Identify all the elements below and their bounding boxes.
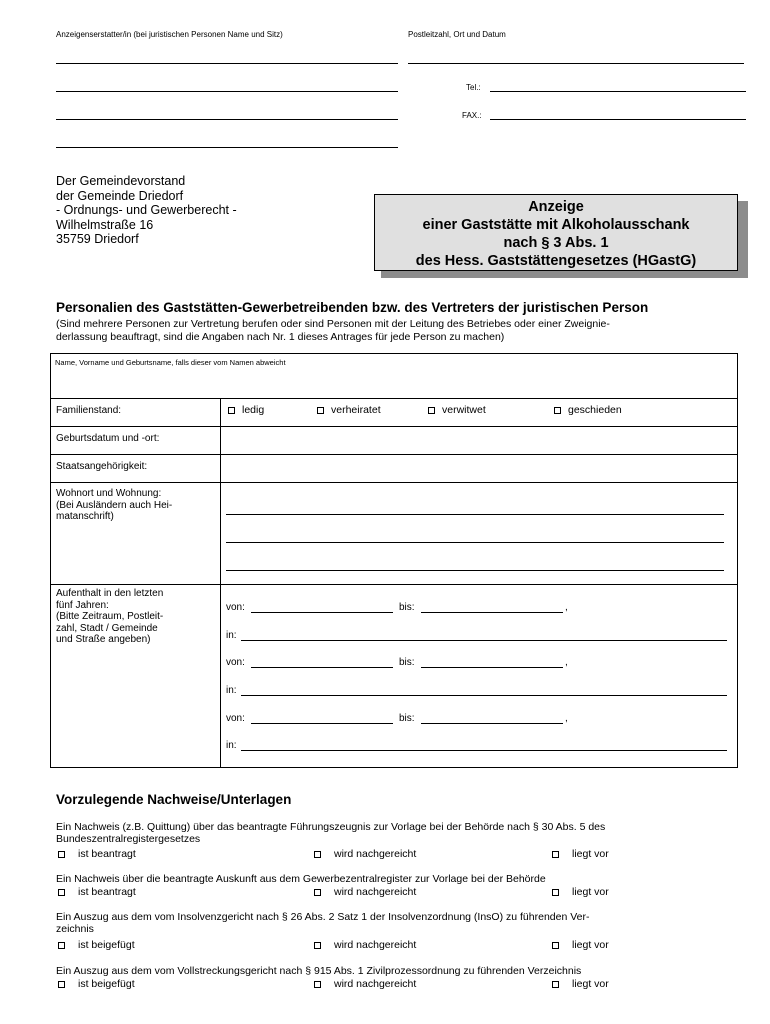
item1-option-1[interactable]: ist beantragt <box>58 848 136 860</box>
checkbox-icon[interactable] <box>317 407 324 414</box>
birth-label: Geburtsdatum und -ort: <box>56 433 160 444</box>
checkbox-icon[interactable] <box>554 407 561 414</box>
comma: , <box>565 713 568 724</box>
applicant-line-3[interactable] <box>56 119 398 120</box>
checkbox-icon[interactable] <box>58 889 65 896</box>
checkbox-icon[interactable] <box>58 981 65 988</box>
checkbox-icon[interactable] <box>552 851 559 858</box>
applicant-line-2[interactable] <box>56 91 398 92</box>
checkbox-icon[interactable] <box>552 889 559 896</box>
recipient-address <box>56 174 237 247</box>
applicant-label: Anzeigenserstatter/in (bei juristischen Personen Name und Sitz) <box>56 30 283 39</box>
item2-option-1[interactable]: ist beantragt <box>58 886 136 898</box>
recipient-line-1: Der Gemeindevorstand <box>56 174 186 188</box>
from-field-2[interactable] <box>251 667 393 668</box>
title-line-2: einer Gaststätte mit Alkoholausschank <box>422 217 690 233</box>
checkbox-icon[interactable] <box>58 851 65 858</box>
fax-label: FAX.: <box>462 111 482 120</box>
from-field-1[interactable] <box>251 612 393 613</box>
checkbox-icon[interactable] <box>314 981 321 988</box>
residence-label: Wohnort und Wohnung: (Bei Ausländern auch Hei- matanschrift) <box>56 488 173 522</box>
title-box <box>374 194 738 271</box>
document-item-3: Ein Auszug aus dem vom Insolvenzgericht nach § 26 Abs. 2 Satz 1 der Insolvenzordnung (InsO) zu führenden Ver- zeichnis <box>56 911 590 935</box>
item3-option-2[interactable]: wird nachgereicht <box>314 939 416 951</box>
to-field-3[interactable] <box>421 723 563 724</box>
section1-note-2: derlassung beauftragt, sind die Angaben nach Nr. 1 dieses Antrages für jede Person zu machen) <box>56 331 505 343</box>
checkbox-icon[interactable] <box>58 942 65 949</box>
tel-label: Tel.: <box>466 83 481 92</box>
document-item-1: Ein Nachweis (z.B. Quittung) über das beantragte Führungszeugnis zur Vorlage bei der Behörde nach § 30 Abs. 5 des Bundeszentralregistergesetzes <box>56 821 606 845</box>
recipient-line-3: - Ordnungs- und Gewerberecht - <box>56 203 237 217</box>
checkbox-icon[interactable] <box>314 889 321 896</box>
document-item-2: Ein Nachweis über die beantragte Auskunft aus dem Gewerbezentralregister zur Vorlage bei der Behörde <box>56 873 546 885</box>
recipient-line-5: 35759 Driedorf <box>56 232 139 246</box>
to-label: bis: <box>399 602 415 613</box>
from-label: von: <box>226 713 245 724</box>
item3-option-3[interactable]: liegt vor <box>552 939 609 951</box>
section1-note-1: (Sind mehrere Personen zur Vertretung berufen oder sind Personen mit der Leitung des Betriebes oder einer Zweignie- <box>56 318 610 330</box>
postal-date-line[interactable] <box>408 63 744 64</box>
option-ledig[interactable]: ledig <box>228 404 264 416</box>
from-label: von: <box>226 657 245 668</box>
fax-line[interactable] <box>490 119 746 120</box>
checkbox-icon[interactable] <box>314 851 321 858</box>
item1-option-2[interactable]: wird nachgereicht <box>314 848 416 860</box>
recipient-line-4: Wilhelmstraße 16 <box>56 217 154 232</box>
row-divider <box>51 398 737 399</box>
checkbox-icon[interactable] <box>228 407 235 414</box>
title-line-4: des Hess. Gaststättengesetzes (HGastG) <box>415 253 697 269</box>
in-field-1[interactable] <box>241 640 727 641</box>
to-field-2[interactable] <box>421 667 563 668</box>
in-label: in: <box>226 630 237 641</box>
nationality-label: Staatsangehörigkeit: <box>56 461 148 472</box>
item2-option-2[interactable]: wird nachgereicht <box>314 886 416 898</box>
from-label: von: <box>226 602 245 613</box>
name-label: Name, Vorname und Geburtsname, falls dieser vom Namen abweicht <box>55 358 286 367</box>
checkbox-icon[interactable] <box>552 981 559 988</box>
comma: , <box>565 602 568 613</box>
tel-line[interactable] <box>490 91 746 92</box>
item3-option-1[interactable]: ist beigefügt <box>58 939 135 951</box>
row-divider <box>51 482 737 483</box>
row-divider <box>51 584 737 585</box>
from-field-3[interactable] <box>251 723 393 724</box>
checkbox-icon[interactable] <box>314 942 321 949</box>
option-verheiratet[interactable]: verheiratet <box>317 404 381 416</box>
nationality-field[interactable] <box>221 455 737 481</box>
checkbox-icon[interactable] <box>428 407 435 414</box>
checkbox-icon[interactable] <box>552 942 559 949</box>
item2-option-3[interactable]: liegt vor <box>552 886 609 898</box>
residence-line-1[interactable] <box>226 514 724 515</box>
birth-field[interactable] <box>221 427 737 453</box>
in-label: in: <box>226 685 237 696</box>
residence-line-2[interactable] <box>226 542 724 543</box>
option-geschieden[interactable]: geschieden <box>554 404 622 416</box>
applicant-line-4[interactable] <box>56 147 398 148</box>
applicant-line-1[interactable] <box>56 63 398 64</box>
to-field-1[interactable] <box>421 612 563 613</box>
to-label: bis: <box>399 657 415 668</box>
in-label: in: <box>226 740 237 751</box>
section1-heading: Personalien des Gaststätten-Gewerbetreibenden bzw. des Vertreters der juristischen Person <box>56 300 649 315</box>
item4-option-1[interactable]: ist beigefügt <box>58 978 135 990</box>
comma: , <box>565 657 568 668</box>
title-line-3: nach § 3 Abs. 1 <box>503 235 609 251</box>
stay-label: Aufenthalt in den letzten fünf Jahren: (Bitte Zeitraum, Postleit- zahl, Stadt / Gemeinde und Straße angeben) <box>56 588 164 645</box>
section2-heading: Vorzulegende Nachweise/Unterlagen <box>56 792 292 807</box>
name-field[interactable] <box>51 354 737 398</box>
family-status-label: Familienstand: <box>56 405 122 416</box>
residence-line-3[interactable] <box>226 570 724 571</box>
to-label: bis: <box>399 713 415 724</box>
in-field-2[interactable] <box>241 695 727 696</box>
option-verwitwet[interactable]: verwitwet <box>428 404 486 416</box>
document-item-4: Ein Auszug aus dem vom Vollstreckungsgericht nach § 915 Abs. 1 Zivilprozessordnung zu führenden Verzeichnis <box>56 965 582 977</box>
postal-date-label: Postleitzahl, Ort und Datum <box>408 30 506 39</box>
in-field-3[interactable] <box>241 750 727 751</box>
recipient-line-2: der Gemeinde Driedorf <box>56 188 184 203</box>
item1-option-3[interactable]: liegt vor <box>552 848 609 860</box>
item4-option-2[interactable]: wird nachgereicht <box>314 978 416 990</box>
title-line-1: Anzeige <box>528 199 584 215</box>
item4-option-3[interactable]: liegt vor <box>552 978 609 990</box>
personal-data-table <box>50 353 738 768</box>
